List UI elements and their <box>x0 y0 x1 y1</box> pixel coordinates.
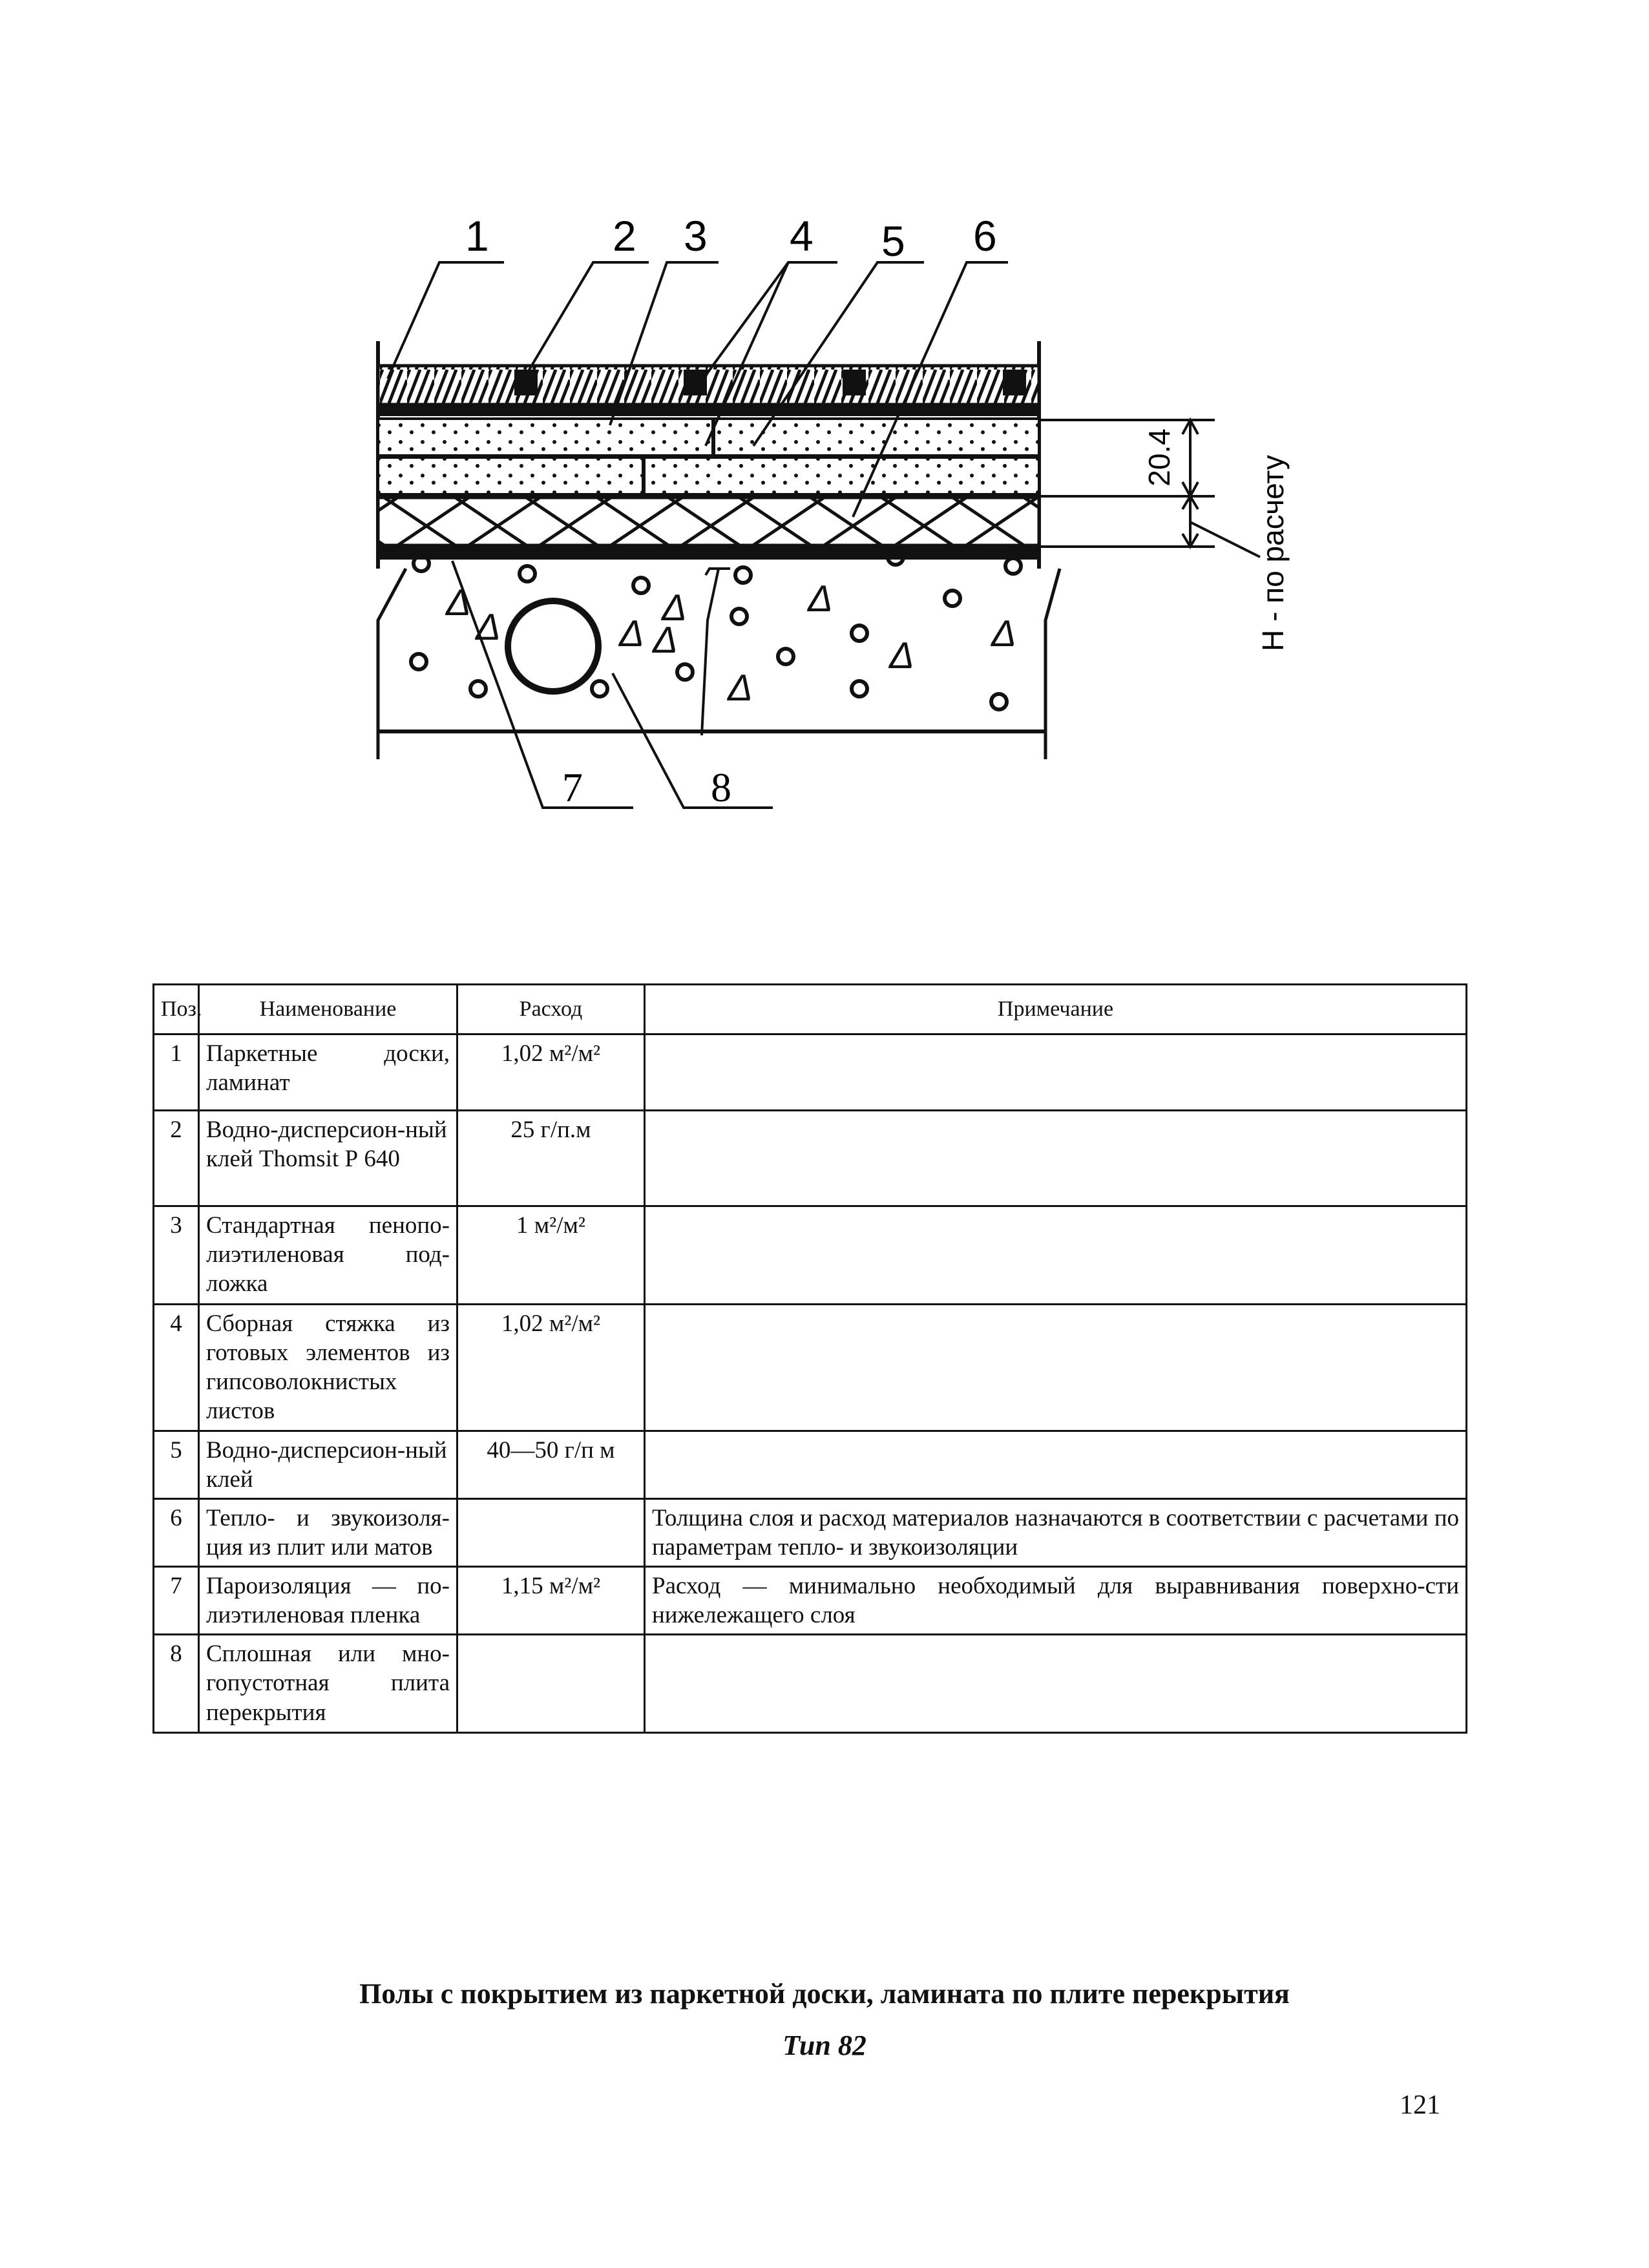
glue-block <box>684 370 707 395</box>
hollow-core <box>508 601 598 691</box>
row-pos: 2 <box>154 1111 199 1206</box>
callout-7: 7 <box>562 764 583 810</box>
row-qty: 1 м²/м² <box>457 1206 645 1305</box>
callout-6: 6 <box>973 212 997 260</box>
table-header <box>154 985 1467 1034</box>
row-note <box>645 1635 1467 1733</box>
table-row <box>154 1305 1467 1431</box>
row-qty: 1,02 м²/м² <box>457 1305 645 1431</box>
table-row <box>154 1431 1467 1498</box>
callout-4: 4 <box>790 212 814 260</box>
svg-text:Δ: Δ <box>653 619 678 661</box>
row-note: Толщина слоя и расход материалов назначаются в соответствии с расчетами по параметрам тепло- и звукоизоляции <box>645 1498 1467 1566</box>
dimension-label: 20.4 <box>1142 428 1176 487</box>
svg-text:Δ: Δ <box>619 613 644 655</box>
row-qty: 1,02 м²/м² <box>457 1034 645 1111</box>
svg-text:Δ: Δ <box>728 667 753 709</box>
table-row <box>154 1206 1467 1305</box>
materials-table <box>152 983 1467 1734</box>
header-pos: Поз. <box>154 985 199 1034</box>
callout-2: 2 <box>613 212 636 260</box>
row-name: Сплошная или мно-гопустотная плита перекрытия <box>199 1635 457 1733</box>
glue-block <box>843 370 866 395</box>
svg-text:Δ: Δ <box>808 578 833 620</box>
row-pos: 5 <box>154 1431 199 1498</box>
row-note <box>645 1305 1467 1431</box>
page-subtitle: Тип 82 <box>782 2030 867 2061</box>
row-note <box>645 1431 1467 1498</box>
row-name: Стандартная пенопо-лиэтиленовая под-ложка <box>199 1206 457 1305</box>
page-title: Полы с покрытием из паркетной доски, ламината по плите перекрытия <box>359 1978 1290 2010</box>
glue-block <box>1003 370 1026 395</box>
layer-screed-bottom <box>378 457 1039 495</box>
row-pos: 6 <box>154 1498 199 1566</box>
svg-text:Δ: Δ <box>662 587 687 629</box>
svg-text:Δ: Δ <box>476 606 501 648</box>
table-row <box>154 1034 1467 1111</box>
row-pos: 3 <box>154 1206 199 1305</box>
floor-section-drawing <box>0 0 1649 905</box>
layer-vapor-barrier <box>378 547 1039 560</box>
callout-5: 5 <box>881 217 905 265</box>
svg-text:Δ: Δ <box>889 635 914 677</box>
row-name: Пароизоляция — по-лиэтиленовая пленка <box>199 1567 457 1635</box>
row-note <box>645 1111 1467 1206</box>
header-note: Примечание <box>645 985 1467 1034</box>
row-name: Сборная стяжка из готовых элементов из гипсоволокнистых листов <box>199 1305 457 1431</box>
table-row <box>154 1498 1467 1566</box>
layer-insulation <box>378 498 1039 545</box>
h-label: H - по расчету <box>1256 455 1290 651</box>
row-pos: 7 <box>154 1567 199 1635</box>
row-name: Водно-дисперсион-ный клей <box>199 1431 457 1498</box>
row-qty: 25 г/п.м <box>457 1111 645 1206</box>
row-qty: 1,15 м²/м² <box>457 1567 645 1635</box>
table-row <box>154 1567 1467 1635</box>
row-pos: 4 <box>154 1305 199 1431</box>
row-name: Водно-дисперсион-ный клей Thomsit Р 640 <box>199 1111 457 1206</box>
svg-text:Δ: Δ <box>991 613 1016 655</box>
row-note <box>645 1206 1467 1305</box>
callout-1: 1 <box>465 212 489 260</box>
row-pos: 8 <box>154 1635 199 1733</box>
row-pos: 1 <box>154 1034 199 1111</box>
row-name: Паркетные доски, ламинат <box>199 1034 457 1111</box>
row-qty <box>457 1635 645 1733</box>
page-number: 121 <box>1400 2090 1440 2120</box>
row-note <box>645 1034 1467 1111</box>
row-note: Расход — минимально необходимый для выравнивания поверхно-сти нижележащего слоя <box>645 1567 1467 1635</box>
table-row <box>154 1635 1467 1733</box>
header-name: Наименование <box>199 985 457 1034</box>
callout-8: 8 <box>711 764 731 810</box>
callout-3: 3 <box>684 212 708 260</box>
table-row <box>154 1111 1467 1206</box>
row-qty: 40—50 г/п м <box>457 1431 645 1498</box>
header-qty: Расход <box>457 985 645 1034</box>
row-name: Тепло- и звукоизоля-ция из плит или матов <box>199 1498 457 1566</box>
row-qty <box>457 1498 645 1566</box>
svg-text:Δ: Δ <box>446 582 471 624</box>
layer-underlay <box>378 404 1039 416</box>
